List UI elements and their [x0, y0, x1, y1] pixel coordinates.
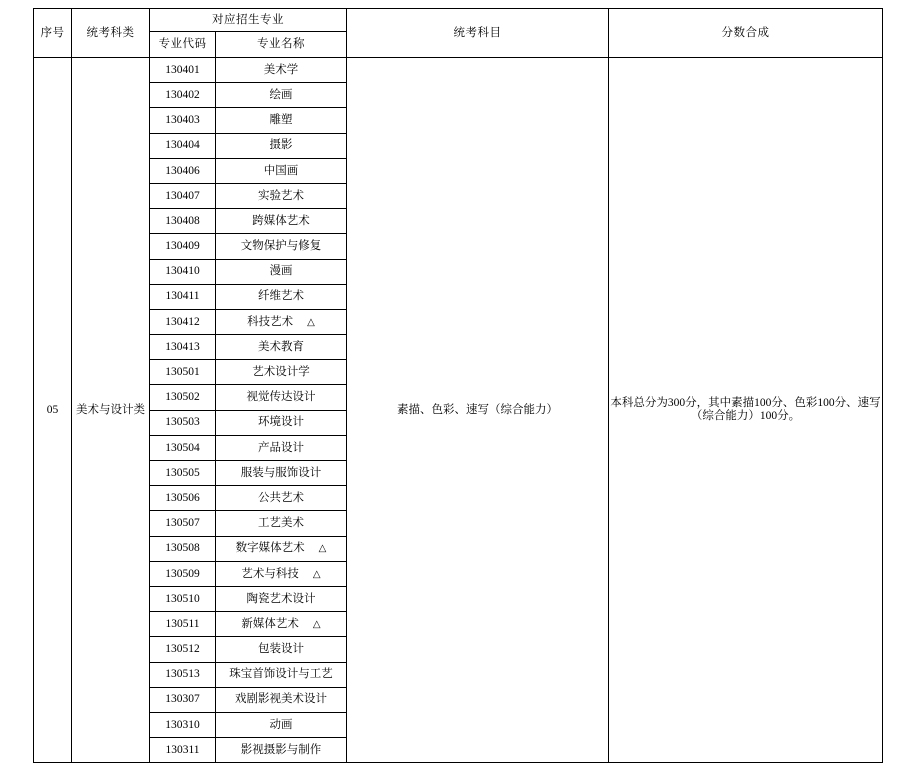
- cell-major-name: [216, 234, 347, 259]
- major-name-text: 文物保护与修复: [240, 240, 322, 253]
- cell-major-code: 130406: [150, 158, 216, 183]
- cell-major-code: 130401: [150, 58, 216, 83]
- cell-major-code: 130512: [150, 637, 216, 662]
- cell-major-code: 130409: [150, 234, 216, 259]
- major-name-text: 跨媒体艺术: [252, 214, 310, 227]
- major-name-text: 中国画: [263, 164, 299, 177]
- major-name-text: 科技艺术: [247, 315, 294, 328]
- header-category: 统考科类: [72, 9, 150, 58]
- cell-major-name: [216, 687, 347, 712]
- major-name-text: 摄影: [269, 139, 293, 152]
- triangle-icon: △: [312, 618, 321, 630]
- cell-major-code: 130509: [150, 561, 216, 586]
- cell-major-name: [216, 461, 347, 486]
- table-header-row-1: [34, 9, 883, 32]
- major-name-text: 视觉传达设计: [246, 391, 316, 404]
- cell-major-code: 130311: [150, 738, 216, 763]
- major-name-text: 环境设计: [258, 416, 304, 429]
- cell-major-name: [216, 561, 347, 586]
- cell-major-name: [216, 83, 347, 108]
- major-name-text: 绘画: [269, 88, 293, 101]
- cell-major-name: [216, 385, 347, 410]
- exam-subjects-table: [33, 8, 883, 763]
- major-name-text: 公共艺术: [258, 491, 304, 504]
- cell-major-code: 130404: [150, 133, 216, 158]
- major-name-text: 艺术设计学: [252, 366, 310, 379]
- cell-major-code: 130511: [150, 612, 216, 637]
- cell-major-code: 130513: [150, 662, 216, 687]
- cell-major-name: [216, 662, 347, 687]
- cell-category: 美术与设计类: [72, 58, 150, 763]
- cell-major-code: 130403: [150, 108, 216, 133]
- major-name-text: 动画: [269, 718, 293, 731]
- major-name-text: 实验艺术: [258, 189, 304, 202]
- cell-major-name: [216, 209, 347, 234]
- header-subject: 统考科目: [347, 9, 609, 58]
- cell-major-name: [216, 712, 347, 737]
- cell-major-code: 130501: [150, 360, 216, 385]
- major-name-text: 漫画: [269, 265, 293, 278]
- cell-major-code: 130413: [150, 335, 216, 360]
- major-name-text: 工艺美术: [258, 517, 304, 530]
- cell-score: 本科总分为300分，其中素描100分、色彩100分、速写（综合能力）100分。: [609, 58, 883, 763]
- major-name-text: 美术教育: [258, 340, 304, 353]
- cell-major-name: [216, 360, 347, 385]
- cell-major-code: 130412: [150, 309, 216, 334]
- cell-major-code: 130410: [150, 259, 216, 284]
- major-name-text: 美术学: [263, 63, 299, 76]
- cell-major-name: [216, 259, 347, 284]
- cell-major-code: 130503: [150, 410, 216, 435]
- major-name-text: 新媒体艺术: [241, 617, 299, 630]
- cell-major-name: [216, 612, 347, 637]
- cell-major-name: [216, 738, 347, 763]
- triangle-icon: △: [312, 568, 321, 580]
- triangle-icon: △: [307, 316, 315, 328]
- cell-major-name: [216, 133, 347, 158]
- major-name-text: 戏剧影视美术设计: [235, 693, 327, 706]
- major-name-text: 艺术与科技: [241, 567, 299, 580]
- major-name-text: 数字媒体艺术: [235, 542, 305, 555]
- header-major-name: 专业名称: [216, 32, 347, 58]
- cell-major-name: [216, 158, 347, 183]
- major-name-text: 包装设计: [258, 643, 304, 656]
- major-name-text: 影视摄影与制作: [240, 743, 322, 756]
- cell-major-code: 130505: [150, 461, 216, 486]
- cell-major-name: [216, 183, 347, 208]
- cell-major-code: 130506: [150, 486, 216, 511]
- cell-subject: 素描、色彩、速写（综合能力）: [347, 58, 609, 763]
- cell-major-code: 130502: [150, 385, 216, 410]
- cell-major-name: [216, 309, 347, 334]
- header-score: 分数合成: [609, 9, 883, 58]
- cell-major-name: [216, 284, 347, 309]
- major-name-text: 珠宝首饰设计与工艺: [229, 668, 333, 681]
- cell-major-name: [216, 586, 347, 611]
- cell-major-code: 130407: [150, 183, 216, 208]
- cell-major-name: [216, 435, 347, 460]
- major-name-text: 产品设计: [258, 441, 304, 454]
- cell-major-code: 130510: [150, 586, 216, 611]
- cell-major-code: 130508: [150, 536, 216, 561]
- cell-major-name: [216, 637, 347, 662]
- cell-major-name: [216, 511, 347, 536]
- header-majors-group: 对应招生专业: [150, 9, 347, 32]
- header-major-code: 专业代码: [150, 32, 216, 58]
- cell-major-name: [216, 335, 347, 360]
- major-name-text: 雕塑: [269, 114, 293, 127]
- cell-major-name: [216, 58, 347, 83]
- cell-major-code: 130507: [150, 511, 216, 536]
- header-seq: 序号: [34, 9, 72, 58]
- major-name-text: 陶瓷艺术设计: [246, 592, 316, 605]
- cell-major-name: [216, 486, 347, 511]
- cell-major-name: [216, 108, 347, 133]
- cell-major-code: 130504: [150, 435, 216, 460]
- cell-major-code: 130411: [150, 284, 216, 309]
- table-row: [34, 58, 883, 83]
- cell-major-code: 130307: [150, 687, 216, 712]
- cell-major-name: [216, 536, 347, 561]
- cell-major-code: 130408: [150, 209, 216, 234]
- triangle-icon: △: [318, 543, 327, 555]
- cell-major-code: 130402: [150, 83, 216, 108]
- cell-major-name: [216, 410, 347, 435]
- major-name-text: 纤维艺术: [258, 290, 304, 303]
- cell-major-code: 130310: [150, 712, 216, 737]
- cell-seq: 05: [34, 58, 72, 763]
- major-name-text: 服装与服饰设计: [240, 466, 322, 479]
